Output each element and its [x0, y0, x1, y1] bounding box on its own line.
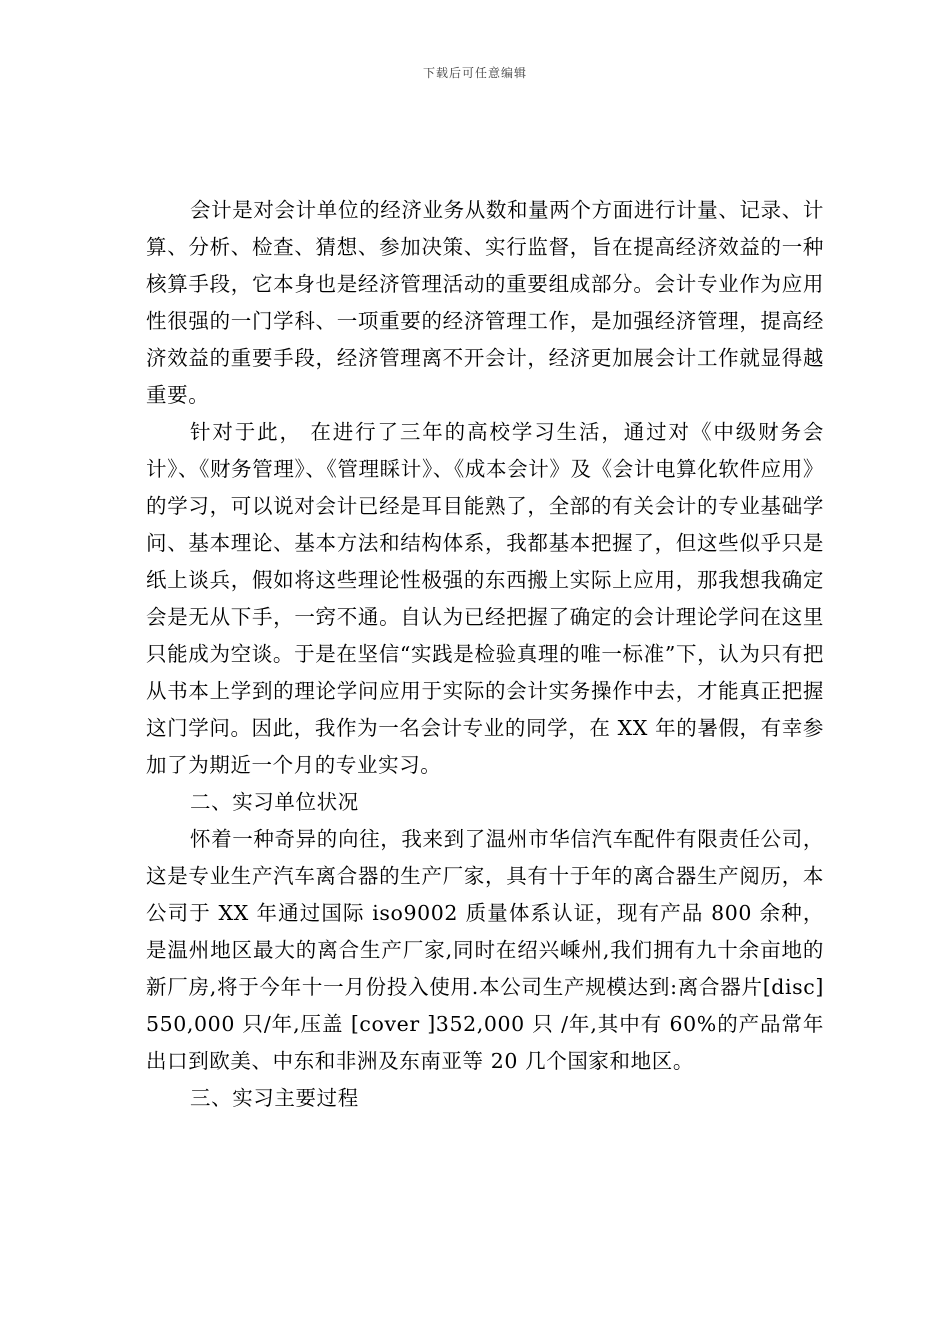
paragraph-company-description: 怀着一种奇异的向往，我来到了温州市华信汽车配件有限责任公司，这是专业生产汽车离合器的生产厂家，具有十于年的离合器生产阅历，本公司于 XX 年通过国际 iso9002 质量体系认证，现有产品 800 余种，是温州地区最大的离合生产厂家,同时在绍兴嵊州,我们拥有九十余亩地的新厂房,将于今年十一月份投入使用.本公司生产规模达到:离合器片[disc] 550,000 只/年,压盖 [cover ]352,000 只 /年,其中有 60%的产品常年出口到欧美、中东和非洲及东南亚等 20 几个国家和地区。 — [146, 827, 824, 1073]
paragraph-study-background: 针对于此， 在进行了三年的高校学习生活，通过对《中级财务会计》、《财务管理》、《管理睬计》、《成本会计》及《会计电算化软件应用》的学习，可以说对会计已经是耳目能熟了，全部的有关会计的专业基础学问、基本理论、基本方法和结构体系，我都基本把握了，但这些似乎只是纸上谈兵，假如将这些理论性极强的东西搬上实际上应用，那我想我确定会是无从下手，一窍不通。自认为已经把握了确定的会计理论学问在这里只能成为空谈。于是在坚信“实践是检验真理的唯一标准”下，认为只有把从书本上学到的理论学问应用于实际的会计实务操作中去，才能真正把握这门学问。因此，我作为一名会计专业的同学，在 XX 年的暑假，有幸参加了为期近一个月的专业实习。 — [146, 420, 824, 777]
section-heading-internship-process: 三、实习主要过程 — [190, 1086, 359, 1110]
section-heading-internship-unit: 二、实习单位状况 — [190, 790, 359, 814]
paragraph-accounting-intro: 会计是对会计单位的经济业务从数和量两个方面进行计量、记录、计算、分析、检查、猜想、参加决策、实行监督，旨在提高经济效益的一种核算手段，它本身也是经济管理活动的重要组成部分。会计专业作为应用性很强的一门学科、一项重要的经济管理工作，是加强经济管理，提高经济效益的重要手段，经济管理离不开会计，经济更加展会计工作就显得越重要。 — [146, 198, 824, 407]
header-note: 下载后可任意编辑 — [422, 66, 527, 80]
document-body — [146, 192, 824, 1117]
